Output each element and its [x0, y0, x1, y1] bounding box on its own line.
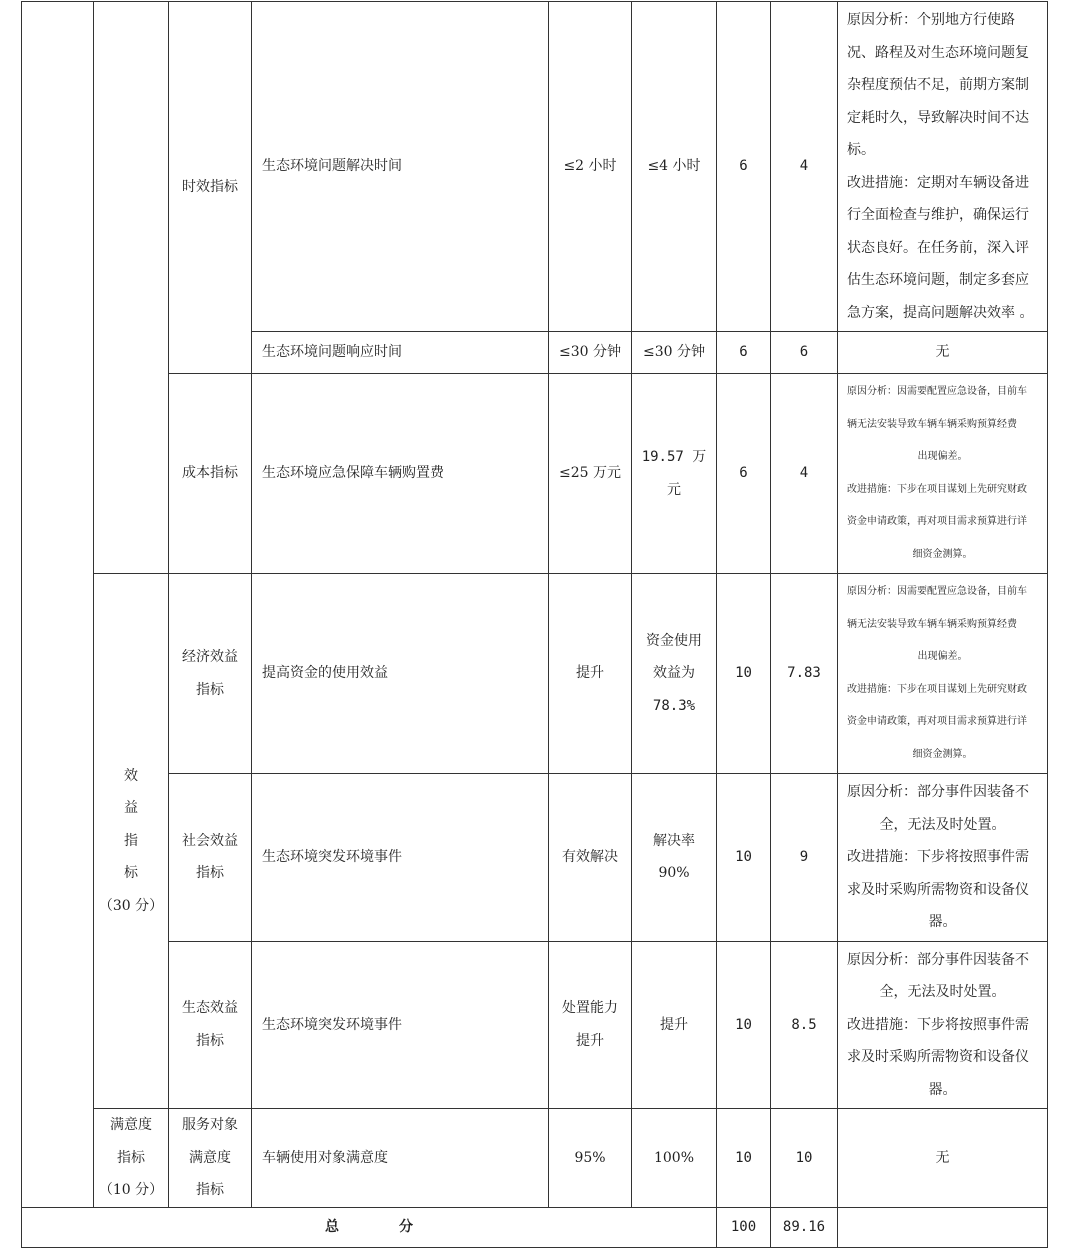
- table-row: [22, 2, 1048, 332]
- category-label-line: 满意度: [189, 1149, 231, 1166]
- indicator-name-cell: 生态环境突发环境事件: [252, 774, 549, 942]
- weight-cell: 6: [717, 2, 771, 332]
- deviation-note-cell: [838, 374, 1048, 574]
- improvement-measure-text: 求及时采购所需物资和设备仪: [847, 881, 1029, 898]
- indicator-name-cell: 生态环境突发环境事件: [252, 941, 549, 1109]
- total-label-cell: [22, 1207, 717, 1247]
- category-label-line: 服务对象: [182, 1117, 238, 1133]
- improvement-measure-text: 改进措施：下步将按照事件需: [847, 1016, 1029, 1033]
- table-row: [22, 1109, 1048, 1208]
- social-category-cell: [169, 774, 252, 942]
- actual-value-line: 解决率: [653, 832, 695, 849]
- improvement-measure-text: 细资金测算。: [912, 548, 973, 560]
- indicator-name-cell: 生态环境应急保障车辆购置费: [252, 374, 549, 574]
- category-label-line: 指标: [196, 1182, 224, 1198]
- indicator-name-cell: 提高资金的使用效益: [252, 574, 549, 774]
- total-label-char: 总: [325, 1218, 339, 1235]
- weight-cell: 10: [717, 941, 771, 1109]
- deviation-note-cell: 无: [838, 1109, 1048, 1208]
- satisfaction-category-cell: [169, 1109, 252, 1208]
- weight-cell: 10: [717, 774, 771, 942]
- timeliness-category-cell: 时效指标: [169, 2, 252, 374]
- indicator-name-cell: 车辆使用对象满意度: [252, 1109, 549, 1208]
- cause-analysis-text: 辆无法安装导致车辆车辆采购预算经费: [847, 418, 1017, 430]
- target-value-cell: [549, 941, 632, 1109]
- weight-cell: 10: [717, 1109, 771, 1208]
- improvement-measure-text: 资金申请政策，再对项目需求预算进行详: [847, 716, 1027, 727]
- weight-cell: 10: [717, 574, 771, 774]
- cost-category-cell: 成本指标: [169, 374, 252, 574]
- table-row: [22, 574, 1048, 774]
- deviation-note-cell: 无: [838, 332, 1048, 374]
- actual-value-cell: 100%: [632, 1109, 717, 1208]
- output-indicator-cell: [94, 2, 169, 574]
- performance-evaluation-table: [21, 1, 1048, 1248]
- table-row: [22, 941, 1048, 1109]
- target-value-line: 提升: [576, 1032, 604, 1049]
- score-cell: 4: [771, 2, 838, 332]
- actual-value-line: 效益为: [653, 665, 695, 682]
- weight-cell: 6: [717, 374, 771, 574]
- deviation-note-cell: [838, 941, 1048, 1109]
- total-label-char: 分: [399, 1218, 413, 1235]
- ecological-category-cell: [169, 941, 252, 1109]
- deviation-note-cell: [838, 574, 1048, 774]
- improvement-measure-text: 求及时采购所需物资和设备仪: [847, 1049, 1029, 1065]
- group-label-char: 标: [124, 865, 138, 882]
- cause-analysis-text: 原因分析：个别地方行使路况、路程及对生态环境问题复杂程度预估不足，前期方案制定耗时久，导致解决时间不达标。: [847, 12, 1029, 158]
- table-row: [22, 774, 1048, 942]
- group-label-line: 满意度: [110, 1117, 152, 1133]
- actual-value-cell: ≤30 分钟: [632, 332, 717, 374]
- improvement-measure-text: 改进措施：下步在项目谋划上先研究财政: [847, 683, 1027, 695]
- target-value-line: 处置能力: [562, 1000, 618, 1017]
- cause-analysis-text: 原因分析：部分事件因装备不: [847, 951, 1029, 968]
- group-label-line: 指标: [117, 1149, 145, 1166]
- actual-value-cell: [632, 574, 717, 774]
- actual-value-cell: ≤4 小时: [632, 2, 717, 332]
- actual-value-cell: 提升: [632, 941, 717, 1109]
- improvement-measure-text: 资金申请政策，再对项目需求预算进行详: [847, 516, 1027, 527]
- benefit-indicator-group-cell: [94, 574, 169, 1109]
- group-score-label: （10 分）: [98, 1182, 164, 1198]
- cause-analysis-text: 原因分析：部分事件因装备不: [847, 784, 1029, 800]
- score-cell: 6: [771, 332, 838, 374]
- target-value-cell: ≤30 分钟: [549, 332, 632, 374]
- total-row: [22, 1207, 1048, 1247]
- target-value-cell: ≤25 万元: [549, 374, 632, 574]
- indicator-name-cell: 生态环境问题解决时间: [252, 2, 549, 332]
- cause-analysis-text: 辆无法安装导致车辆车辆采购预算经费: [847, 618, 1017, 630]
- actual-value-cell: [632, 774, 717, 942]
- cause-analysis-text: 出现偏差。: [917, 451, 968, 462]
- satisfaction-group-cell: [94, 1109, 169, 1208]
- total-score-cell: 89.16: [771, 1207, 838, 1247]
- target-value-cell: ≤2 小时: [549, 2, 632, 332]
- actual-value-line: 资金使用: [646, 632, 702, 649]
- group-label-char: 益: [124, 800, 138, 817]
- deviation-note-cell: [838, 774, 1048, 942]
- total-weight-cell: 100: [717, 1207, 771, 1247]
- indicator-name-cell: 生态环境问题响应时间: [252, 332, 549, 374]
- category-label-line: 生态效益: [182, 1000, 238, 1017]
- improvement-measure-text: 改进措施：下步在项目谋划上先研究财政: [847, 483, 1027, 495]
- improvement-measure-text: 细资金测算。: [912, 748, 973, 760]
- total-note-cell: [838, 1207, 1048, 1247]
- actual-value-line: 90%: [658, 865, 690, 882]
- category-label-line: 指标: [196, 865, 224, 882]
- cause-analysis-text: 全，无法及时处置。: [879, 984, 1006, 1000]
- actual-value-cell: [632, 374, 717, 574]
- category-label-line: 指标: [196, 1032, 224, 1049]
- target-value-cell: 有效解决: [549, 774, 632, 942]
- group-label-char: 效: [124, 767, 138, 784]
- cause-analysis-text: 原因分析：因需要配置应急设备，目前车: [847, 386, 1027, 397]
- category-label-line: 指标: [196, 681, 224, 698]
- score-cell: 10: [771, 1109, 838, 1208]
- level1-indicator-cell: [22, 2, 94, 1208]
- target-value-cell: 95%: [549, 1109, 632, 1208]
- category-label-line: 经济效益: [182, 649, 238, 665]
- improvement-measure-text: 器。: [928, 914, 957, 930]
- actual-value-line: 元: [667, 481, 681, 498]
- group-score-label: （30 分）: [98, 897, 164, 914]
- cause-analysis-text: 原因分析：因需要配置应急设备，目前车: [847, 586, 1027, 597]
- score-cell: 4: [771, 374, 838, 574]
- score-cell: 7.83: [771, 574, 838, 774]
- cause-analysis-text: 出现偏差。: [917, 651, 968, 662]
- actual-value-line: 78.3%: [652, 697, 696, 714]
- economic-category-cell: [169, 574, 252, 774]
- deviation-note-cell: [838, 2, 1048, 332]
- cause-analysis-text: 全，无法及时处置。: [879, 816, 1006, 833]
- actual-value-line: 19.57 万: [641, 449, 707, 465]
- group-label-char: 指: [124, 832, 138, 849]
- table-row: [22, 374, 1048, 574]
- target-value-cell: 提升: [549, 574, 632, 774]
- improvement-measure-text: 器。: [928, 1081, 957, 1098]
- score-cell: 8.5: [771, 941, 838, 1109]
- category-label-line: 社会效益: [182, 832, 238, 849]
- score-cell: 9: [771, 774, 838, 942]
- weight-cell: 6: [717, 332, 771, 374]
- improvement-measure-text: 改进措施：定期对车辆设备进行全面检查与维护，确保运行状态良好。在任务前，深入评估生态环境问题，制定多套应急方案，提高问题解决效率 。: [847, 174, 1034, 321]
- improvement-measure-text: 改进措施：下步将按照事件需: [847, 849, 1029, 865]
